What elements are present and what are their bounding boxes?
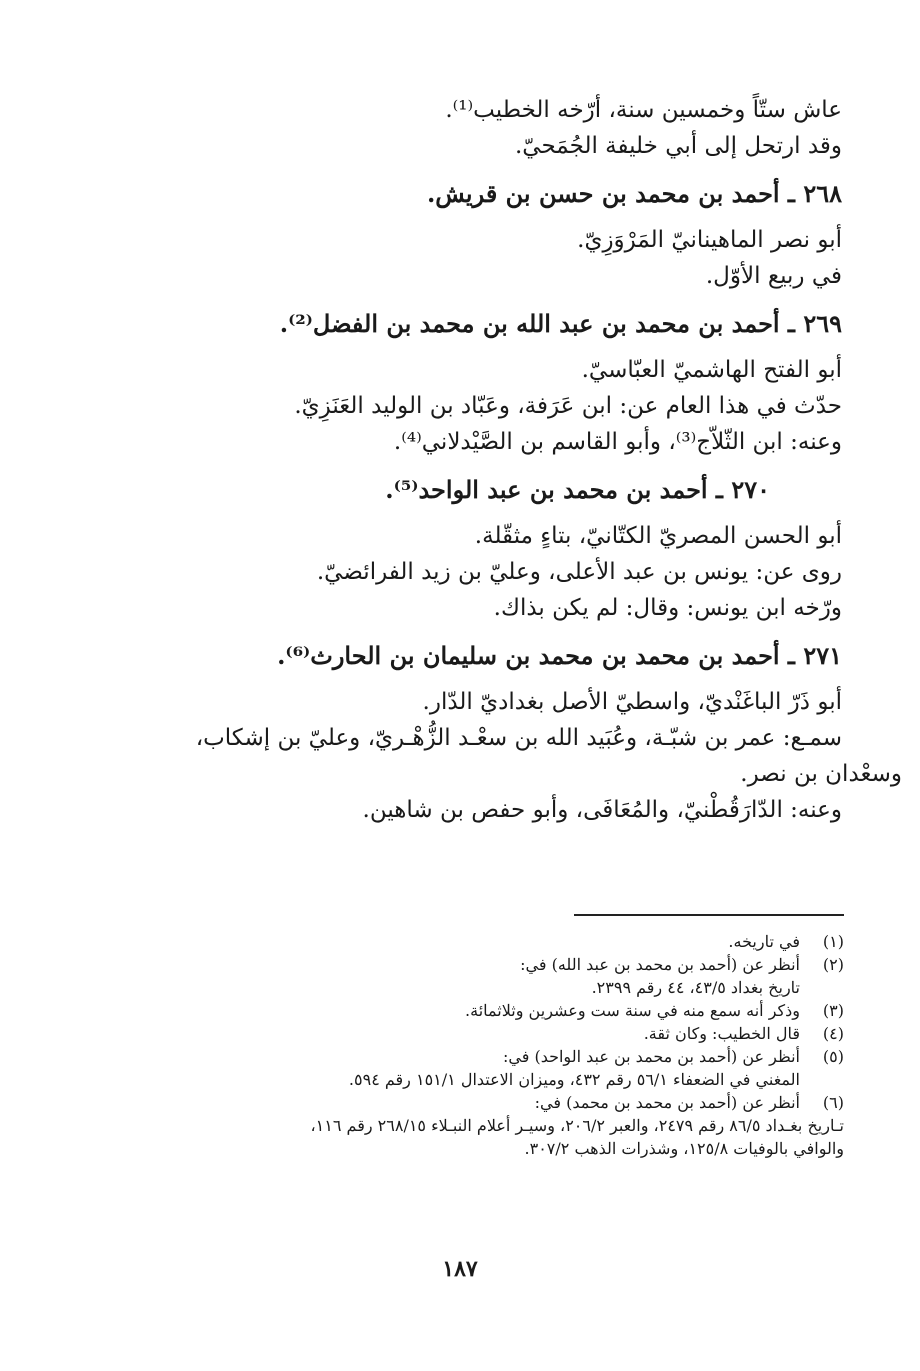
footnote [74, 1091, 844, 1160]
footnote-line: أنظر عن (أحمد بن محمد بن عبد الله) في: [520, 955, 800, 974]
footnote-number: (٤) [822, 1024, 844, 1043]
footnote [74, 953, 844, 999]
footnote-number: (٥) [822, 1047, 844, 1066]
text-line: أبو الفتح الهاشميّ العبّاسيّ. [581, 357, 842, 383]
text-line: عاش ستّاً وخمسين سنة، أرّخه الخطيب⁽¹⁾. [445, 97, 842, 123]
text-line: وقد ارتحل إلى أبي خليفة الجُمَحيّ. [514, 133, 842, 159]
text-line: في ربيع الأوّل. [705, 263, 842, 289]
text-line: وعنه: ابن الثّلاّج⁽³⁾، وأبو القاسم بن الصَّيْدلاني⁽⁴⁾. [393, 429, 842, 455]
entry-heading-271: ٢٧١ ـ أحمد بن محمد بن محمد بن سليمان بن الحارث⁽⁶⁾. [277, 641, 842, 670]
footnote-line: المغني في الضعفاء ٥٦/١ رقم ٤٣٢، وميزان الاعتدال ١٥١/١ رقم ٥٩٤. [348, 1070, 800, 1089]
footnote [74, 999, 844, 1022]
text-line: أبو الحسن المصريّ الكتّانيّ، بتاءٍ مثقّلة. [474, 523, 842, 549]
footnote [74, 930, 844, 953]
entry-heading-269: ٢٦٩ ـ أحمد بن محمد بن عبد الله بن محمد بن الفضل⁽²⁾. [279, 309, 842, 338]
footnote-line: قال الخطيب: وكان ثقة. [643, 1024, 800, 1043]
text-line: ورّخه ابن يونس: وقال: لم يكن بذاك. [493, 595, 842, 621]
main-text [122, 92, 902, 828]
text-line: وعنه: الدّارَقُطْنيّ، والمُعَافَى، وأبو حفص بن شاهين. [362, 797, 842, 823]
footnote-line: أنظر عن (أحمد بن محمد بن عبد الواحد) في: [502, 1047, 800, 1066]
footnote-number: (١) [822, 932, 844, 951]
text-line: وسعْدان بن نصر. [740, 761, 902, 787]
footnote-line: تـاريخ بغـداد ٨٦/٥ رقم ٢٤٧٩، والعبر ٢٠٦/٢، وسيـر أعلام النبـلاء ٢٦٨/١٥ رقم ١١٦، [310, 1116, 844, 1135]
footnote [74, 1045, 844, 1091]
footnote-divider [574, 914, 844, 916]
text-line: حدّث في هذا العام عن: ابن عَرَفة، وعَبّاد بن الوليد العَنَزِيّ. [294, 393, 842, 419]
footnote-line: أنظر عن (أحمد بن محمد بن محمد) في: [534, 1093, 800, 1112]
footnote-line: والوافي بالوفيات ١٢٥/٨، وشذرات الذهب ٣٠٧/٢. [524, 1139, 844, 1158]
footnote [74, 1022, 844, 1045]
entry-heading-270: ٢٧٠ ـ أحمد بن محمد بن عبد الواحد⁽⁵⁾. [385, 475, 770, 504]
text-line: أبو نصر الماهينانيّ المَرْوَزِيّ. [577, 227, 842, 253]
page-number: ١٨٧ [442, 1256, 478, 1282]
text-line: سمـع: عمر بن شبّـة، وعُبَيد الله بن سعْـد الزُّهْـريّ، وعليّ بن إشكاب، [195, 725, 842, 751]
entry-heading-268: ٢٦٨ ـ أحمد بن محمد بن حسن بن قريش. [426, 179, 842, 208]
footnote-number: (٣) [822, 1001, 844, 1020]
text-line: أبو ذَرّ الباغَنْديّ، واسطيّ الأصل بغداديّ الدّار. [422, 689, 842, 715]
footnotes [74, 930, 844, 1160]
text-line: روى عن: يونس بن عبد الأعلى، وعليّ بن زيد الفرائضيّ. [316, 559, 842, 585]
footnote-line: تاريخ بغداد ٤٣/٥، ٤٤ رقم ٢٣٩٩. [591, 978, 800, 997]
footnote-number: (٢) [822, 955, 844, 974]
footnote-line: في تاريخه. [728, 932, 800, 951]
footnote-number: (٦) [822, 1093, 844, 1112]
footnote-line: وذكر أنه سمع منه في سنة ست وعشرين وثلاثمائة. [465, 1001, 800, 1020]
